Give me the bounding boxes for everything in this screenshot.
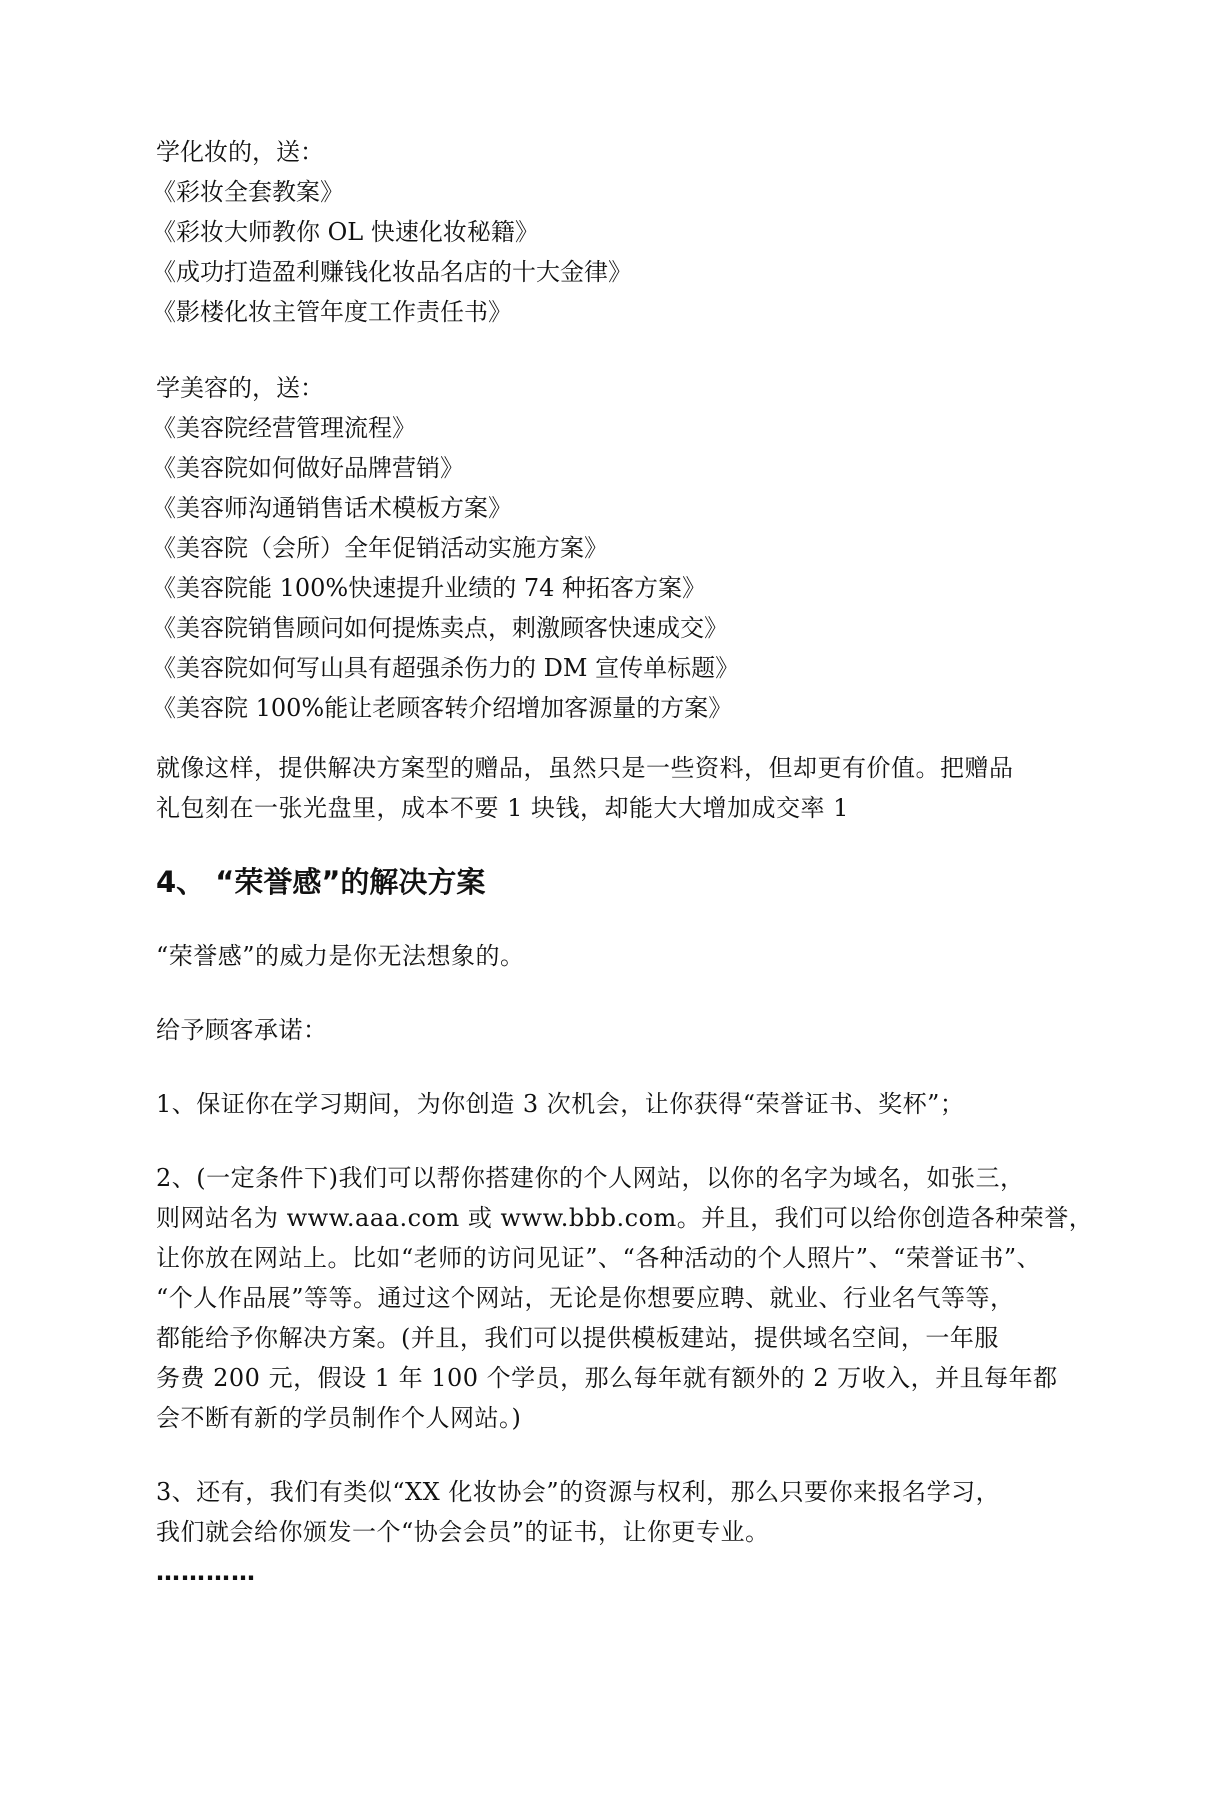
spacer: [156, 1438, 1096, 1472]
section-heading: 4、 “荣誉感”的解决方案: [156, 865, 486, 899]
makeup-gift-intro: 学化妆的，送：: [156, 138, 324, 166]
paragraph-line: 3、还有，我们有类似“XX 化妆协会”的资源与权利，那么只要你来报名学习，: [156, 1478, 1001, 1506]
promise-intro: 给予顾客承诺：: [156, 1016, 328, 1044]
spacer: [156, 828, 1096, 862]
beauty-gift-list: [152, 408, 1096, 728]
spacer: [156, 332, 1096, 368]
list-item: 《成功打造盈利赚钱化妆品名店的十大金律》: [152, 258, 632, 286]
paragraph-line: “个人作品展”等等。通过这个网站，无论是你想要应聘、就业、行业名气等等，: [156, 1284, 1015, 1312]
ellipsis: …………: [156, 1558, 256, 1586]
spacer: [156, 902, 1096, 936]
list-item: 《美容院经营管理流程》: [152, 414, 416, 442]
paragraph-line: 让你放在网站上。比如“老师的访问见证”、“各种活动的个人照片”、“荣誉证书”、: [156, 1244, 1042, 1272]
paragraph-line: 我们就会给你颁发一个“协会会员”的证书，让你更专业。: [156, 1518, 770, 1546]
spacer: [156, 976, 1096, 1010]
document-page: [152, 132, 1096, 1592]
list-item: 《美容院如何写山具有超强杀伤力的 DM 宣传单标题》: [152, 654, 740, 682]
list-item: 《美容师沟通销售话术模板方案》: [152, 494, 512, 522]
list-item: 《影楼化妆主管年度工作责任书》: [152, 298, 512, 326]
promise-point-3: [156, 1472, 1096, 1552]
list-item: 《美容院能 100%快速提升业绩的 74 种拓客方案》: [152, 574, 707, 602]
spacer: [156, 728, 1096, 748]
summary-line: 礼包刻在一张光盘里，成本不要 1 块钱，却能大大增加成交率 1: [156, 794, 849, 822]
paragraph-line: 2、(一定条件下)我们可以帮你搭建你的个人网站，以你的名字为域名，如张三，: [156, 1164, 1025, 1192]
paragraph-line: 都能给予你解决方案。(并且，我们可以提供模板建站，提供域名空间，一年服: [156, 1324, 999, 1352]
list-item: 《美容院销售顾问如何提炼卖点，刺激顾客快速成交》: [152, 614, 728, 642]
list-item: 《美容院 100%能让老顾客转介绍增加客源量的方案》: [152, 694, 733, 722]
beauty-gift-intro: 学美容的，送：: [156, 374, 324, 402]
spacer: [156, 1050, 1096, 1084]
spacer: [156, 1124, 1096, 1158]
paragraph-line: 会不断有新的学员制作个人网站。): [156, 1404, 522, 1432]
list-item: 《彩妆全套教案》: [152, 178, 344, 206]
promise-point-2: [156, 1158, 1096, 1438]
summary-line: 就像这样，提供解决方案型的赠品，虽然只是一些资料，但却更有价值。把赠品: [156, 754, 1014, 782]
list-item: 《美容院（会所）全年促销活动实施方案》: [152, 534, 608, 562]
list-item: 《美容院如何做好品牌营销》: [152, 454, 464, 482]
honor-power-text: “荣誉感”的威力是你无法想象的。: [156, 942, 525, 970]
list-item: 《彩妆大师教你 OL 快速化妆秘籍》: [152, 218, 539, 246]
paragraph-line: 则网站名为 www.aaa.com 或 www.bbb.com。并且，我们可以给你创造各种荣誉，: [156, 1204, 1094, 1232]
promise-point-1: 1、保证你在学习期间，为你创造 3 次机会，让你获得“荣誉证书、奖杯”；: [156, 1090, 965, 1118]
makeup-gift-list: [152, 172, 1096, 332]
paragraph-line: 务费 200 元，假设 1 年 100 个学员，那么每年就有额外的 2 万收入，并且每年都: [156, 1364, 1058, 1392]
